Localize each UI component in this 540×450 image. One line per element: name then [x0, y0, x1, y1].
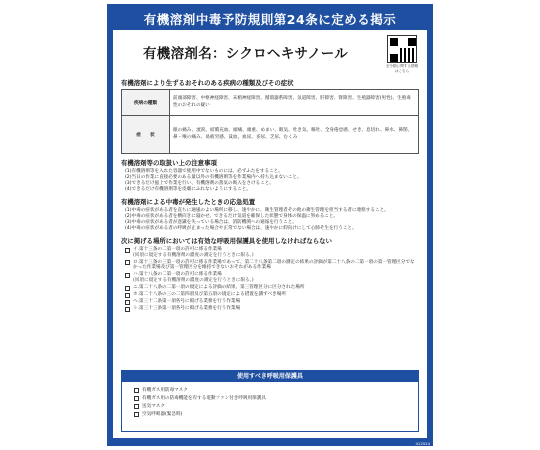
respirator-item-main: イ.第十三条の二第一項の許可に係る作業場 [133, 247, 222, 252]
handling-item: (2)当日の作業に直接必要のある量以外の有機溶剤等を作業場内へ持ち込まないこと。 [125, 175, 302, 180]
emergency-item: (1)中毒の症状がある者を直ちに通風のよい場所に移し、速やかに、衛生管理者その他の衛生管理を担当する者に連絡すること。 [125, 208, 389, 213]
qr-caption: 全令類に関する情報はこちら [385, 64, 419, 73]
checkbox[interactable] [134, 404, 139, 409]
respirator-item [125, 247, 419, 258]
respirator-item [125, 299, 419, 305]
handling-item: (4)できるだけ有機溶剤等を皮膚にふれないようにすること。 [125, 187, 251, 192]
checkbox[interactable] [125, 300, 130, 305]
emergency-item: (2)中毒の症状がある者を横向きに寝かせ、できるだけ気道を確保した状態で身体の保温に努めること。 [125, 214, 339, 219]
handling-item: (3)できるだけ風上で作業を行い、有機溶剤の蒸気の吸入をさけること。 [125, 181, 274, 186]
notice-sheet [113, 30, 427, 438]
emergency-item: (4)中毒の症状がある者の呼吸が止まった場合や正常でない場合は、速やかに仰向けにして心肺そ生を行うこと。 [125, 226, 357, 231]
equipment-item-label: 空気呼吸器(緊急時) [142, 411, 183, 417]
respirator-item [125, 260, 419, 271]
equipment-item [134, 388, 418, 394]
checkbox[interactable] [134, 396, 139, 401]
diseases-title: 有機溶剤により生ずるおそれのある疾病の種類及びその症状 [121, 79, 294, 87]
equipment-item-label: 送気マスク [142, 403, 165, 409]
notice-board [107, 4, 433, 446]
equipment-item-label: 有機ガス用の防毒機能を有する電動ファン付き呼吸用保護具 [142, 395, 266, 401]
checkbox[interactable] [125, 273, 130, 278]
checkbox[interactable] [125, 260, 130, 265]
equipment-panel [121, 370, 419, 432]
equipment-list [122, 382, 418, 417]
checkbox[interactable] [134, 412, 139, 417]
handling-title: 有機溶剤等の取扱い上の注意事項 [121, 159, 217, 167]
emergency-list [121, 208, 419, 232]
respirator-item [125, 306, 419, 312]
emergency-title: 有機溶剤による中毒が発生したときの応急処置 [121, 198, 256, 206]
equipment-item [134, 396, 418, 402]
board-title: 有機溶剤中毒予防規則第24条に定める掲示 [143, 12, 397, 27]
respirator-item-main: ハ.第十八条の二第一項の許可に係る作業場 [133, 272, 222, 278]
symptom-value: 眼の痛み、流涙、結膜充血、頭痛、頭重、めまい、眠気、吐き気、嘔吐、全身倦怠感、せき、息切れ、鼻水、鼻閉、鼻・喉の痛み、易疲労感、貧血、血尿、多尿、乏尿、むくみ [170, 116, 419, 154]
respirator-item [125, 285, 419, 291]
diseases-table [121, 89, 419, 154]
solvent-name: 有機溶剤名：シクロヘキサノール [143, 46, 349, 62]
disease-type-label: 疾病の種類 [122, 90, 170, 116]
equipment-item-label: 有機ガス用防毒マスク [142, 387, 188, 393]
handling-item: (1)有機溶剤等を入れた容器で使用中でないものには、必ずふたをすること。 [125, 169, 283, 174]
respirator-title: 次に掲げる場所においては有効な呼吸用保護具を使用しなければならない [121, 237, 332, 245]
qr-code-icon [387, 35, 417, 63]
respirator-item-main: ヘ.第三十二条第一項各号に掲げる業務を行う作業場 [133, 299, 241, 305]
equipment-item [134, 404, 418, 410]
respirator-item [125, 292, 419, 298]
checkbox[interactable] [125, 286, 130, 291]
respirator-list [121, 247, 419, 312]
checkbox[interactable] [125, 307, 130, 312]
respirator-item [125, 272, 419, 283]
handling-list [121, 169, 419, 193]
equipment-title: 使用すべき呼吸用保護具 [122, 371, 418, 382]
respirator-item-main: ホ.第二十八条の三の二第四項及び第五項の規定による措置を講ずべき場所 [133, 292, 286, 298]
respirator-item-main: ロ.第十三条の三第一項の許可に係る作業場であって、第二十八条第二項の測定の結果の評価が第二十八条の二第一項の第一管理区分でなかった作業場及び第一管理区分を維持できないおそれがある作業場 [133, 259, 415, 271]
disease-type-value: 前頭部障害、中枢神経障害、末梢神経障害、循環器系障害、気道障害、肝障害、腎障害、生殖器障害(男性)、生殖毒性のおそれの疑い [170, 90, 419, 116]
checkbox[interactable] [134, 388, 139, 393]
symptom-label: 症 状 [122, 116, 170, 154]
equipment-item [134, 412, 418, 418]
respirator-item-main: ト.第三十三条第一項各号に掲げる業務を行う作業場 [133, 306, 241, 312]
respirator-item-sub: (同項に規定する有機溶剤の濃度の測定を行うときに限る。) [133, 277, 254, 283]
product-code: 412524 [415, 441, 430, 446]
respirator-item-sub: (同項に規定する有機溶剤の濃度の測定を行うときに限る。) [133, 252, 254, 258]
respirator-item-main: ニ.第二十八条の二第一項の規定による評価の結果、第三管理区分に区分された場所 [133, 285, 305, 291]
emergency-item: (3)中毒の症状がある者が意識を失っている場合は、消防機関への通報を行うこと。 [125, 220, 297, 225]
checkbox[interactable] [125, 248, 130, 253]
checkbox[interactable] [125, 293, 130, 298]
solvent-name-row [121, 36, 419, 74]
